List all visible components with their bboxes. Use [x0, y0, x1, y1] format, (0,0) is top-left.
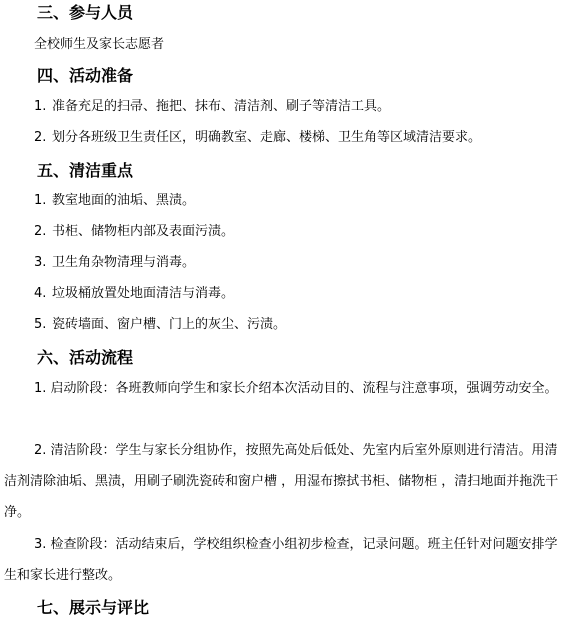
paragraph-inspection — [4, 529, 560, 591]
list-number: 1. — [34, 99, 47, 114]
heading-preparation: 四、活动准备 — [37, 66, 134, 85]
list-text: 书柜、储物柜内部及表面污渍。 — [52, 224, 235, 239]
list-text: 检查阶段：活动结束后，学校组织检查小组初步检查，记录问题。班主任针对问题安排学生和家长进行整改。 — [4, 537, 558, 583]
list-item — [34, 223, 234, 241]
list-text: 瓷砖墙面、窗户槽、门上的灰尘、污渍。 — [52, 317, 287, 332]
list-number: 2. — [34, 443, 47, 458]
list-item — [34, 254, 195, 272]
list-number: 5. — [34, 317, 47, 332]
heading-activity-process: 六、活动流程 — [37, 348, 134, 367]
list-item — [34, 285, 234, 303]
list-text: 启动阶段：各班教师向学生和家长介绍本次活动目的、流程与注意事项，强调劳动安全。 — [50, 381, 558, 396]
list-number: 2. — [34, 130, 47, 145]
list-text: 教室地面的油垢、黑渍。 — [52, 193, 196, 208]
heading-cleaning-focus: 五、清洁重点 — [37, 161, 134, 180]
paragraph-cleaning — [4, 435, 560, 528]
list-text: 划分各班级卫生责任区，明确教室、走廊、楼梯、卫生角等区域清洁要求。 — [52, 130, 482, 145]
list-number: 3. — [34, 255, 47, 270]
list-text: 清洁阶段：学生与家长分组协作，按照先高处后低处、先室内后室外原则进行清洁。用清洁剂清除油垢、黑渍，用刷子刷洗瓷砖和窗户槽 ，用湿布擦拭书柜、储物柜 ，清扫地面并拖洗干净。 — [4, 443, 559, 520]
list-number: 3. — [34, 537, 47, 552]
list-text: 准备充足的扫帚、拖把、抹布、清洁剂、刷子等清洁工具。 — [52, 99, 391, 114]
participants-text: 全校师生及家长志愿者 — [34, 37, 165, 52]
heading-participants: 三、参与人员 — [37, 3, 134, 22]
list-number: 1. — [34, 381, 47, 396]
list-text: 卫生角杂物清理与消毒。 — [52, 255, 196, 270]
list-text: 垃圾桶放置处地面清洁与消毒。 — [52, 286, 235, 301]
list-item — [34, 129, 481, 147]
heading-display-evaluation: 七、展示与评比 — [37, 598, 150, 617]
list-item — [34, 98, 390, 116]
list-item — [34, 316, 286, 334]
list-number: 4. — [34, 286, 47, 301]
list-number: 1. — [34, 193, 47, 208]
list-number: 2. — [34, 224, 47, 239]
list-item — [34, 192, 195, 210]
paragraph-startup — [4, 373, 560, 404]
